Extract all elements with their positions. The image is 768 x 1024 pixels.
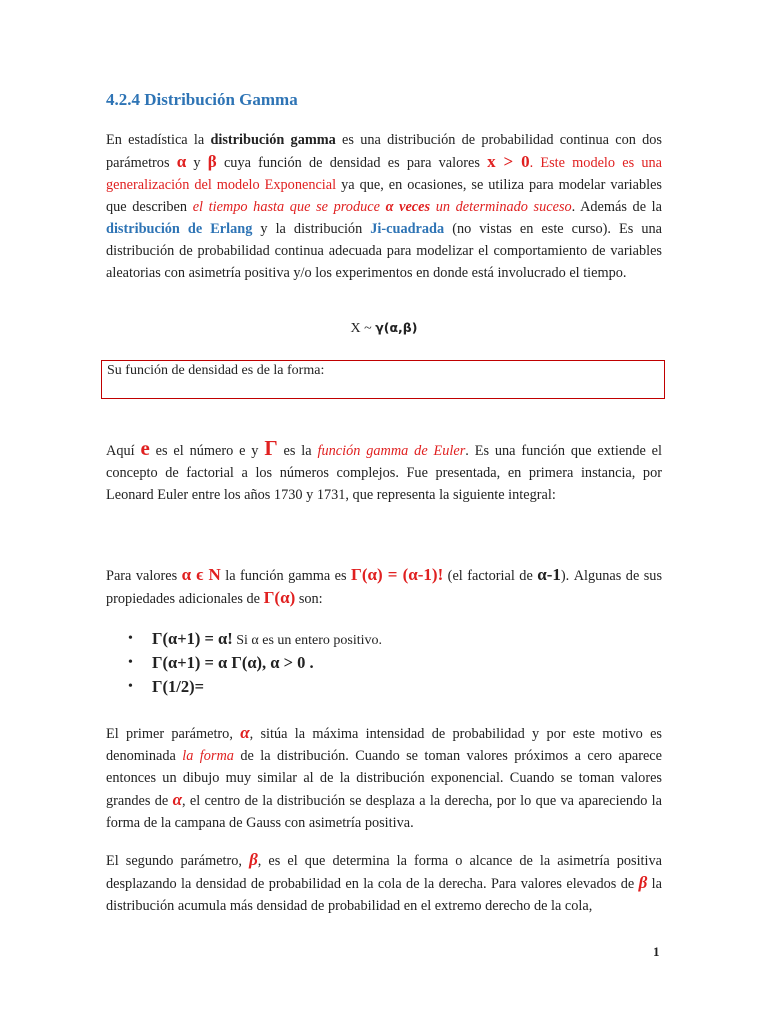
intro-paragraph xyxy=(106,129,662,284)
gamma-factorial-expression: Γ(α) = (α-1)! xyxy=(351,565,444,584)
text: (no vistas en este curso). Es una distribución de probabilidad continua adecuada para modelizar el comportamiento de variables aleatorias con asimetría positiva y/o los experimentos en donde está involucrado el tiempo. xyxy=(106,221,662,281)
domain-condition: x > 0 xyxy=(487,152,530,171)
text: , sitúa la máxima intensidad de probabilidad y por este motivo es denominada xyxy=(106,726,663,764)
section-heading: 4.2.4 Distribución Gamma xyxy=(106,90,298,109)
text: El segundo parámetro, xyxy=(106,853,250,869)
property-text: Γ(1/2)= xyxy=(152,677,204,696)
gamma-symbol: Γ xyxy=(264,436,278,460)
alpha-symbol: α xyxy=(172,790,182,809)
list-item xyxy=(106,675,662,699)
beta-symbol: β xyxy=(207,152,217,171)
text: El primer parámetro, xyxy=(106,726,241,742)
second-parameter-paragraph xyxy=(106,849,662,917)
highlight-italic: función gamma de Euler xyxy=(317,443,466,459)
page-number: 1 xyxy=(653,944,660,959)
bullet-icon: • xyxy=(128,631,133,646)
density-function-box xyxy=(101,360,665,399)
beta-symbol: β xyxy=(638,873,648,892)
erlang-link[interactable]: distribución de Erlang xyxy=(106,221,253,237)
bullet-icon: • xyxy=(128,655,133,670)
natural-values-paragraph xyxy=(106,564,662,610)
e-symbol: e xyxy=(140,436,150,460)
text: Aquí xyxy=(106,443,141,459)
property-text: Γ(α+1) = α! xyxy=(152,629,233,648)
property-note: Si α es un entero positivo. xyxy=(232,633,382,648)
natural-condition: α ϵ N xyxy=(181,565,221,584)
gamma-alpha: Γ(α) xyxy=(263,588,296,607)
formula-lhs: X ~ xyxy=(350,321,376,336)
highlight-bold: α veces xyxy=(385,199,431,215)
beta-symbol: β xyxy=(249,850,258,869)
distribution-notation xyxy=(0,320,768,337)
highlight-italic: la forma xyxy=(182,748,234,764)
text: la distribución acumula más densidad de probabilidad en el extremo derecho de la cola, xyxy=(106,876,662,914)
property-text: Γ(α+1) = α Γ(α), α > 0 . xyxy=(152,653,314,672)
gamma-function-paragraph xyxy=(106,436,662,506)
text: son: xyxy=(295,591,323,607)
first-parameter-paragraph xyxy=(106,722,662,834)
text: En estadística la xyxy=(106,132,211,148)
list-item xyxy=(106,651,662,675)
ji-cuadrada-link[interactable]: Ji-cuadrada xyxy=(370,221,445,237)
bold-term: distribución gamma xyxy=(210,132,336,148)
gamma-properties-list xyxy=(106,627,662,699)
alpha-minus-one: α-1 xyxy=(537,565,561,584)
text: . Además de la xyxy=(571,199,662,215)
text: cuya función de densidad es para valores xyxy=(216,155,488,171)
text: . xyxy=(529,155,541,171)
text: es la xyxy=(277,443,318,459)
text: , es el que determina la forma o alcance de la asimetría positiva desplazando la densidad de probabilidad en la cola de la derecha. Para valores elevados de xyxy=(106,853,662,892)
alpha-symbol: α xyxy=(176,152,187,171)
list-item xyxy=(106,627,662,651)
text: y xyxy=(186,155,208,171)
formula-rhs: γ(α,β) xyxy=(375,320,418,335)
text: Para valores xyxy=(106,568,182,584)
text: ). Algunas de sus propiedades adicionales de xyxy=(106,568,663,607)
highlight-italic: un determinado suceso xyxy=(430,199,572,215)
text: ya que, en ocasiones, se utiliza para modelar variables que describen xyxy=(106,177,663,215)
text: , el centro de la distribución se desplaza a la derecha, por lo que va apareciendo la forma de la campana de Gauss con asimetría positiva. xyxy=(106,793,662,831)
alpha-symbol: α xyxy=(240,723,250,742)
text: (el factorial de xyxy=(443,568,538,584)
text: . Es una función que extiende el concepto de factorial a los números complejos. Fue presentada, en primera instancia, por Leonard Euler entre los años 1730 y 1731, que representa la siguiente integral: xyxy=(106,443,662,503)
text: la función gamma es xyxy=(220,568,352,584)
highlight-text: Este modelo es una generalización del modelo Exponencial xyxy=(106,155,663,193)
bullet-icon: • xyxy=(128,679,133,694)
text: y la distribución xyxy=(252,221,371,237)
text: es el número e y xyxy=(149,443,265,459)
highlight-italic: el tiempo hasta que se produce xyxy=(192,199,386,215)
text: de la distribución. Cuando se toman valores próximos a cero aparece entonces un dibujo muy similar al de la distribución exponencial. Cuando se toman valores grandes de xyxy=(106,748,663,809)
text: es una distribución de probabilidad continua con dos parámetros xyxy=(106,132,662,171)
density-box-label: Su función de densidad es de la forma: xyxy=(107,363,325,378)
